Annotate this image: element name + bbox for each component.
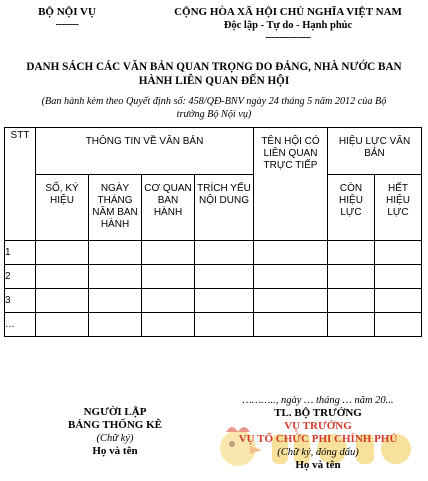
table-cell bbox=[375, 265, 422, 289]
header-validity: HIỆU LỰC VĂN BẢN bbox=[328, 128, 422, 175]
row-number: … bbox=[5, 313, 36, 337]
signer-title-1: TL. BỘ TRƯỞNG bbox=[274, 407, 362, 419]
row-number: 3 bbox=[5, 289, 36, 313]
title-line-2: HÀNH LIÊN QUAN ĐẾN HỘI bbox=[138, 75, 290, 87]
table-cell bbox=[328, 241, 375, 265]
motto-dashes: ---------------- bbox=[265, 32, 311, 43]
table-cell bbox=[142, 241, 195, 265]
document-title bbox=[6, 60, 422, 88]
table-cell bbox=[195, 265, 254, 289]
national-motto-block bbox=[152, 6, 424, 43]
table-cell bbox=[142, 289, 195, 313]
header-issuing-agency: CƠ QUAN BAN HÀNH bbox=[142, 175, 195, 241]
table-row bbox=[5, 241, 422, 265]
table-cell bbox=[89, 313, 142, 337]
table-cell bbox=[195, 313, 254, 337]
header-issue-date: NGÀY THÁNG NĂM BAN HÀNH bbox=[89, 175, 142, 241]
row-number: 1 bbox=[5, 241, 36, 265]
table-cell bbox=[375, 241, 422, 265]
table-cell bbox=[328, 313, 375, 337]
header-still-valid: CÒN HIỆU LỰC bbox=[328, 175, 375, 241]
signer-name: Họ và tên bbox=[295, 459, 341, 471]
document-subtitle bbox=[6, 95, 422, 121]
preparer-name: Họ và tên bbox=[92, 445, 138, 457]
place-and-date: ……….., ngày … tháng … năm 20... bbox=[242, 395, 394, 406]
table-row bbox=[5, 265, 422, 289]
table-cell bbox=[36, 313, 89, 337]
table-cell bbox=[375, 313, 422, 337]
signer-signature-note: (Chữ ký, đóng dấu) bbox=[277, 447, 359, 458]
table-cell bbox=[254, 289, 328, 313]
signer-title-2: VỤ TRƯỞNG bbox=[284, 420, 352, 432]
table-header-row-2 bbox=[5, 175, 422, 241]
signer-block bbox=[212, 394, 424, 472]
subtitle-line-2: trưởng Bộ Nội vụ) bbox=[176, 109, 252, 120]
subtitle-line-1: (Ban hành kèm theo Quyết định số: 458/QĐ-BNV ngày 24 tháng 5 năm 2012 của Bộ bbox=[41, 96, 387, 107]
header-doc-info: THÔNG TIN VỀ VĂN BẢN bbox=[36, 128, 254, 175]
header-stt: STT bbox=[5, 128, 36, 241]
table-cell bbox=[36, 241, 89, 265]
preparer-signature-note: (Chữ ký) bbox=[96, 433, 134, 444]
table-cell bbox=[195, 241, 254, 265]
table-cell bbox=[254, 313, 328, 337]
preparer-block bbox=[40, 406, 190, 458]
table-cell bbox=[142, 265, 195, 289]
agency-dashes: -------- bbox=[55, 19, 79, 30]
agency-name: BỘ NỘI VỤ bbox=[38, 6, 96, 18]
table-cell bbox=[328, 265, 375, 289]
table-cell bbox=[36, 289, 89, 313]
table-cell bbox=[328, 289, 375, 313]
title-line-1: DANH SÁCH CÁC VĂN BẢN QUAN TRỌNG DO ĐẢNG, NHÀ NƯỚC BAN bbox=[26, 61, 402, 73]
table-cell bbox=[375, 289, 422, 313]
row-number: 2 bbox=[5, 265, 36, 289]
agency-block bbox=[6, 6, 128, 30]
country-name: CỘNG HÒA XÃ HỘI CHỦ NGHĨA VIỆT NAM bbox=[174, 6, 402, 18]
table-cell bbox=[254, 241, 328, 265]
signer-title-3: VỤ TỔ CHỨC PHI CHÍNH PHỦ bbox=[238, 433, 398, 445]
table-cell bbox=[89, 265, 142, 289]
preparer-title-1: NGƯỜI LẬP bbox=[83, 406, 147, 418]
preparer-title-2: BẢNG THỐNG KÊ bbox=[68, 419, 162, 431]
table-cell bbox=[36, 265, 89, 289]
table-row bbox=[5, 289, 422, 313]
table-cell bbox=[89, 241, 142, 265]
table-cell bbox=[254, 265, 328, 289]
header-summary: TRÍCH YẾU NỘI DUNG bbox=[195, 175, 254, 241]
header-association: TÊN HỘI CÓ LIÊN QUAN TRỰC TIẾP bbox=[254, 128, 328, 241]
table-cell bbox=[195, 289, 254, 313]
document-list-table bbox=[4, 127, 422, 337]
header-number: SỐ, KÝ HIỆU bbox=[36, 175, 89, 241]
header-expired: HẾT HIỆU LỰC bbox=[375, 175, 422, 241]
national-motto: Độc lập - Tự do - Hạnh phúc bbox=[223, 20, 353, 31]
table-cell bbox=[142, 313, 195, 337]
table-cell bbox=[89, 289, 142, 313]
table-header-row-1 bbox=[5, 128, 422, 175]
table-row bbox=[5, 313, 422, 337]
